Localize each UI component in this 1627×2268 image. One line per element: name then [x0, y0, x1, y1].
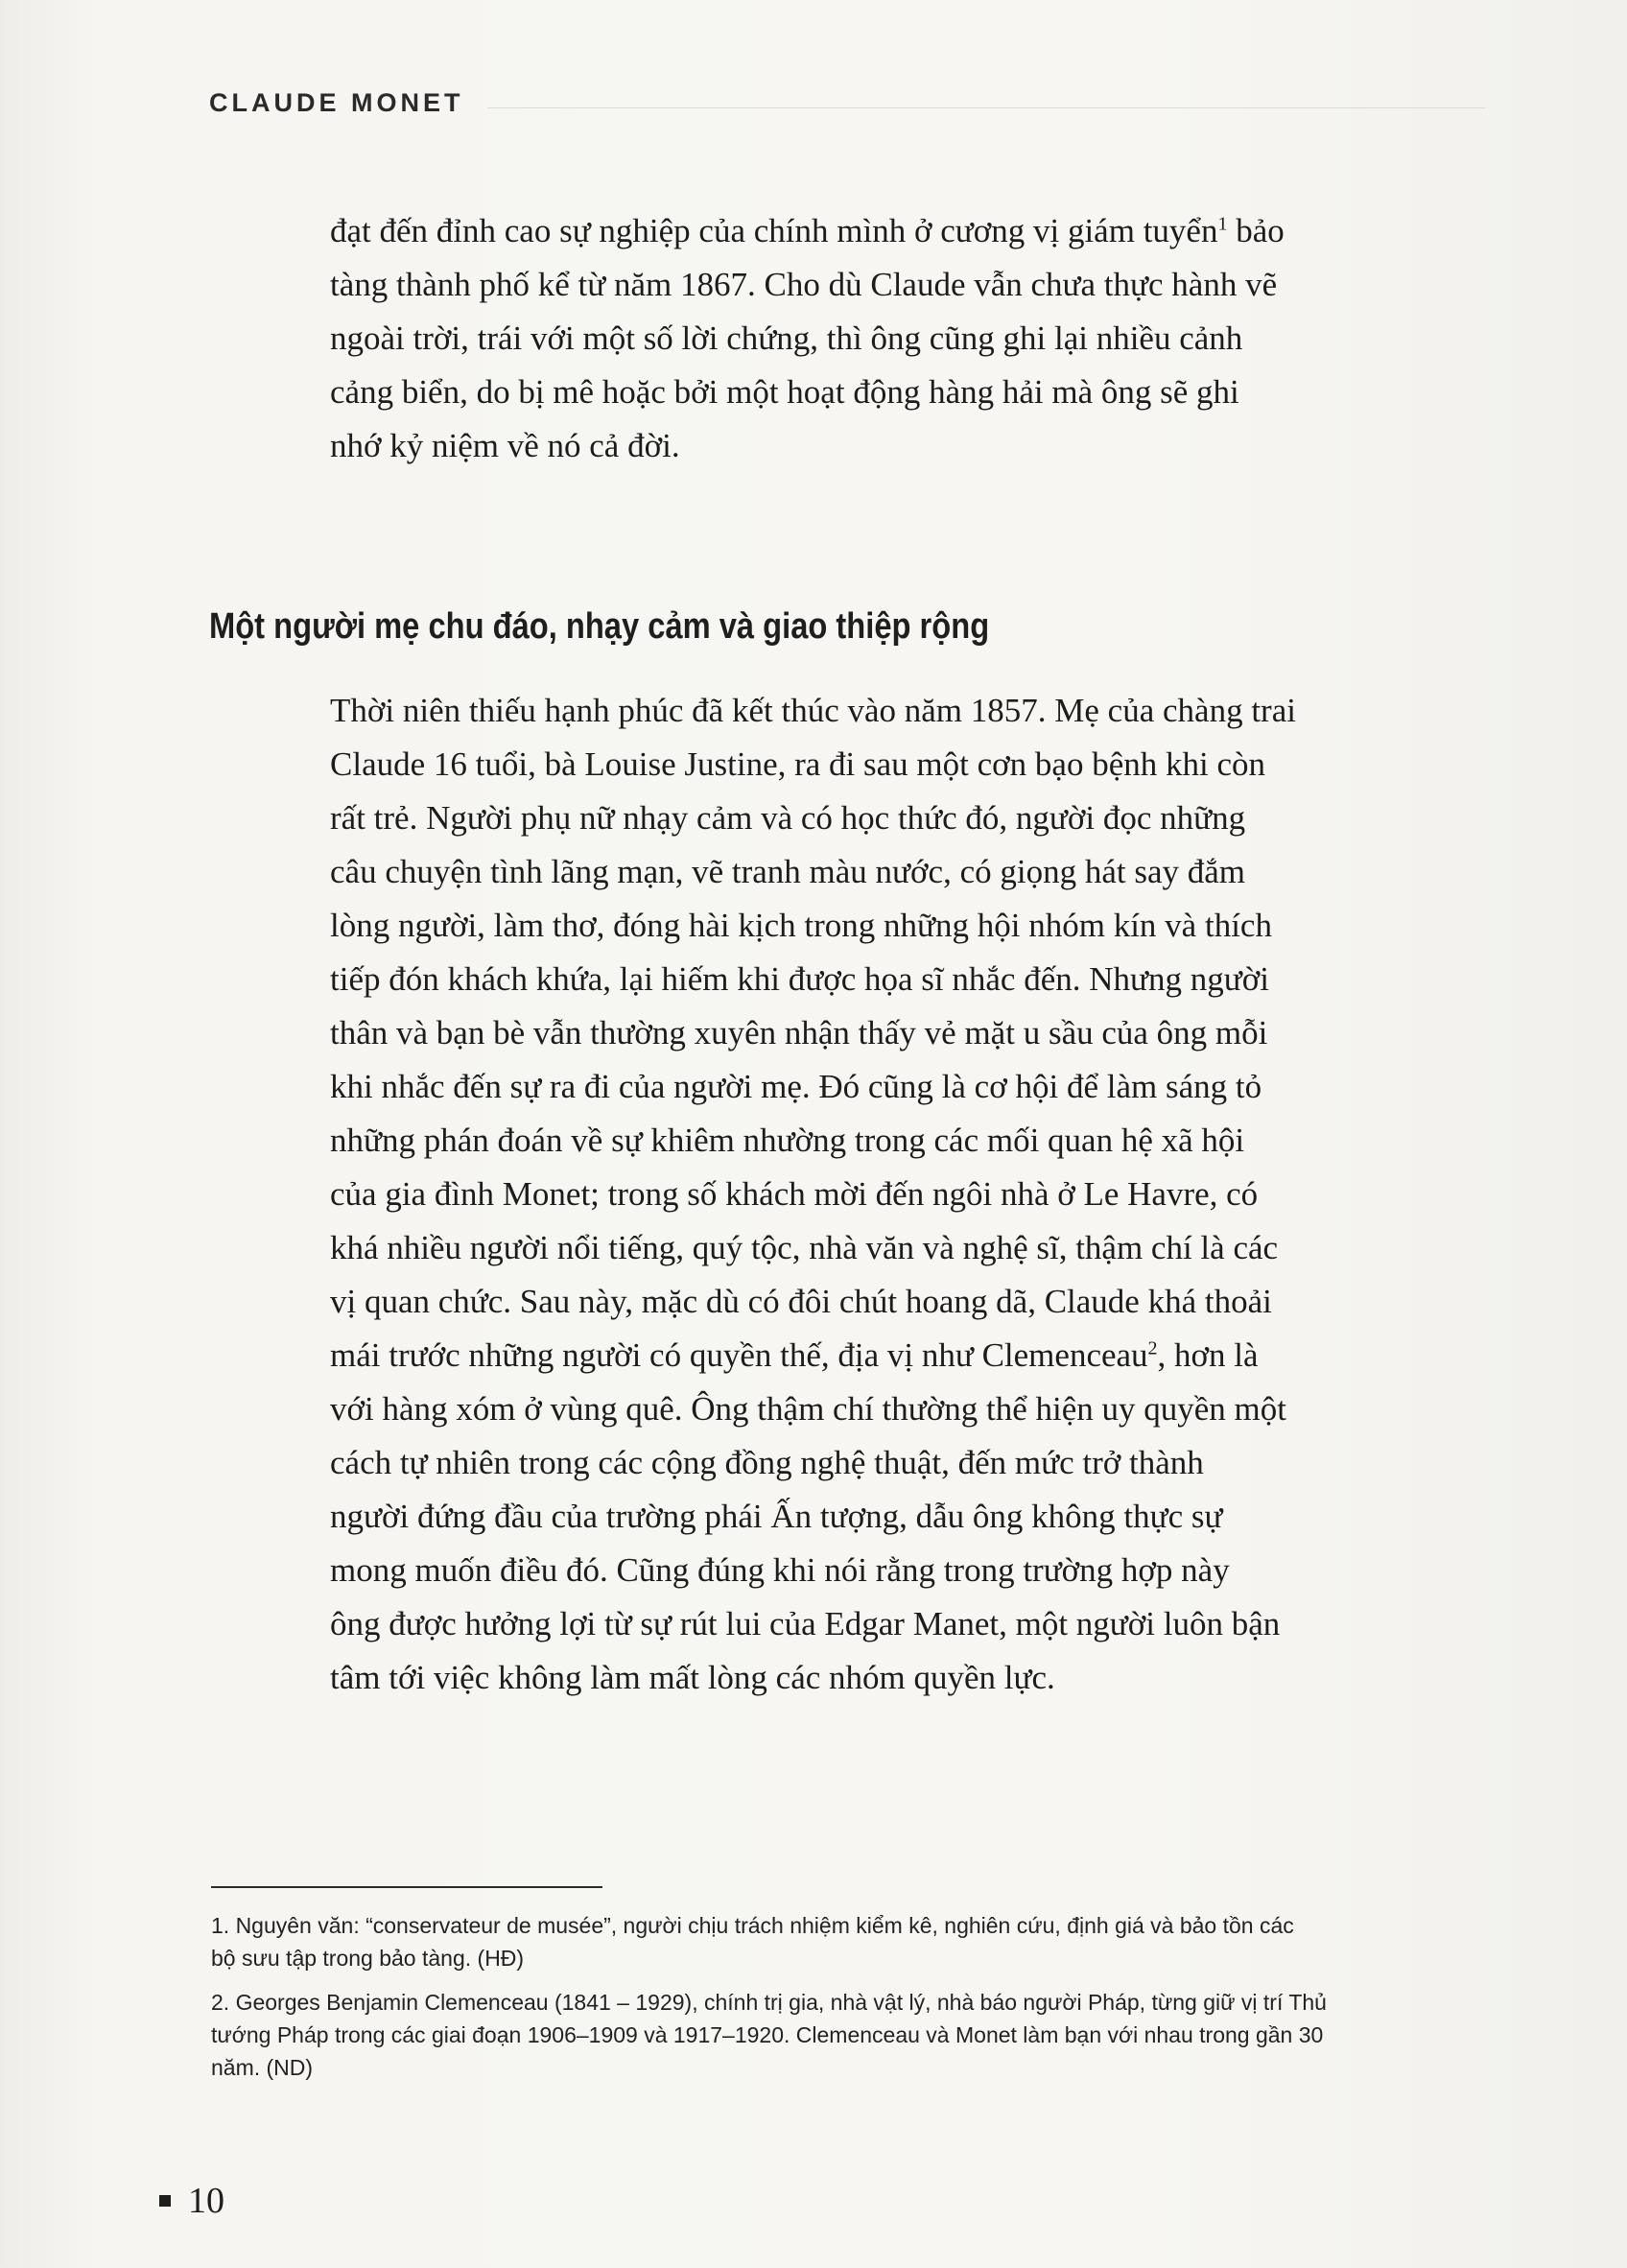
paragraph-line: cách tự nhiên trong các cộng đồng nghệ thuật, đến mức trở thành [330, 1444, 1204, 1481]
paragraph-line: người đứng đầu của trường phái Ấn tượng, dẫu ông không thực sự [330, 1498, 1223, 1535]
paragraph-line: lòng người, làm thơ, đóng hài kịch trong những hội nhóm kín và thích [330, 907, 1272, 944]
paragraph-line: tâm tới việc không làm mất lòng các nhóm quyền lực. [330, 1659, 1055, 1696]
footnote-line: tướng Pháp trong các giai đoạn 1906–1909 và 1917–1920. Clemenceau và Monet làm bạn với nhau trong gần 30 [211, 2022, 1324, 2047]
paragraph-2 [330, 684, 1366, 1705]
paragraph-line: mong muốn điều đó. Cũng đúng khi nói rằng trong trường hợp này [330, 1551, 1230, 1589]
running-head: CLAUDE MONET [209, 88, 464, 117]
footnote-line: bộ sưu tập trong bảo tàng. (HĐ) [211, 1946, 525, 1971]
footnote-2 [211, 1986, 1497, 2084]
paragraph-line: của gia đình Monet; trong số khách mời đến ngôi nhà ở Le Havre, có [330, 1175, 1259, 1213]
footnote-line: 2. Georges Benjamin Clemenceau (1841 – 1929), chính trị gia, nhà vật lý, nhà báo người Pháp, từng giữ vị trí Thủ [211, 1990, 1327, 2015]
paragraph-line: vị quan chức. Sau này, mặc dù có đôi chút hoang dã, Claude khá thoải [330, 1283, 1272, 1320]
paragraph-line: câu chuyện tình lãng mạn, vẽ tranh màu nước, có giọng hát say đắm [330, 853, 1246, 890]
square-bullet-icon [159, 2195, 171, 2207]
paragraph-line: thân và bạn bè vẫn thường xuyên nhận thấy vẻ mặt u sầu của ông mỗi [330, 1014, 1268, 1051]
page-number [159, 2180, 224, 2222]
footnotes [211, 1909, 1497, 2095]
paragraph-line: Thời niên thiếu hạnh phúc đã kết thúc vào năm 1857. Mẹ của chàng trai [330, 692, 1296, 729]
running-head-rule [487, 107, 1485, 108]
paragraph-line: khi nhắc đến sự ra đi của người mẹ. Đó cũng là cơ hội để làm sáng tỏ [330, 1068, 1262, 1105]
paragraph-line: tiếp đón khách khứa, lại hiếm khi được họa sĩ nhắc đến. Nhưng người [330, 960, 1269, 998]
paragraph-line: Claude 16 tuổi, bà Louise Justine, ra đi sau một cơn bạo bệnh khi còn [330, 745, 1265, 783]
page-number-text: 10 [188, 2181, 224, 2221]
footnote-ref-2: 2 [1147, 1337, 1158, 1359]
paragraph-line: với hàng xóm ở vùng quê. Ông thậm chí thường thể hiện uy quyền một [330, 1390, 1287, 1428]
paragraph-line: ông được hưởng lợi từ sự rút lui của Edgar Manet, một người luôn bận [330, 1605, 1281, 1642]
paragraph-1 [330, 204, 1366, 473]
paragraph-line: những phán đoán về sự khiêm nhường trong các mối quan hệ xã hội [330, 1122, 1245, 1159]
footnote-ref-1: 1 [1217, 213, 1228, 235]
paragraph-line: cảng biển, do bị mê hoặc bởi một hoạt động hàng hải mà ông sẽ ghi [330, 373, 1239, 411]
footnote-1 [211, 1909, 1497, 1974]
paragraph-line: ngoài trời, trái với một số lời chứng, thì ông cũng ghi lại nhiều cảnh [330, 319, 1243, 357]
paragraph-line: mái trước những người có quyền thế, địa vị như Clemenceau$^2$, hơn là [330, 1336, 1259, 1374]
section-heading: Một người mẹ chu đáo, nhạy cảm và giao thiệp rộng [209, 606, 990, 647]
footnote-line: năm. (ND) [211, 2055, 314, 2080]
paragraph-line: khá nhiều người nổi tiếng, quý tộc, nhà văn và nghệ sĩ, thậm chí là các [330, 1229, 1279, 1266]
paragraph-line: rất trẻ. Người phụ nữ nhạy cảm và có học thức đó, người đọc những [330, 799, 1246, 837]
footnote-line: 1. Nguyên văn: “conservateur de musée”, người chịu trách nhiệm kiểm kê, nghiên cứu, định giá và bảo tồn các [211, 1913, 1294, 1938]
paragraph-line: đạt đến đỉnh cao sự nghiệp của chính mình ở cương vị giám tuyển$^1$ bảo [330, 212, 1285, 249]
paragraph-line: nhớ kỷ niệm về nó cả đời. [330, 427, 680, 464]
footnote-divider [211, 1886, 602, 1888]
paragraph-line: tàng thành phố kể từ năm 1867. Cho dù Claude vẫn chưa thực hành vẽ [330, 266, 1278, 303]
